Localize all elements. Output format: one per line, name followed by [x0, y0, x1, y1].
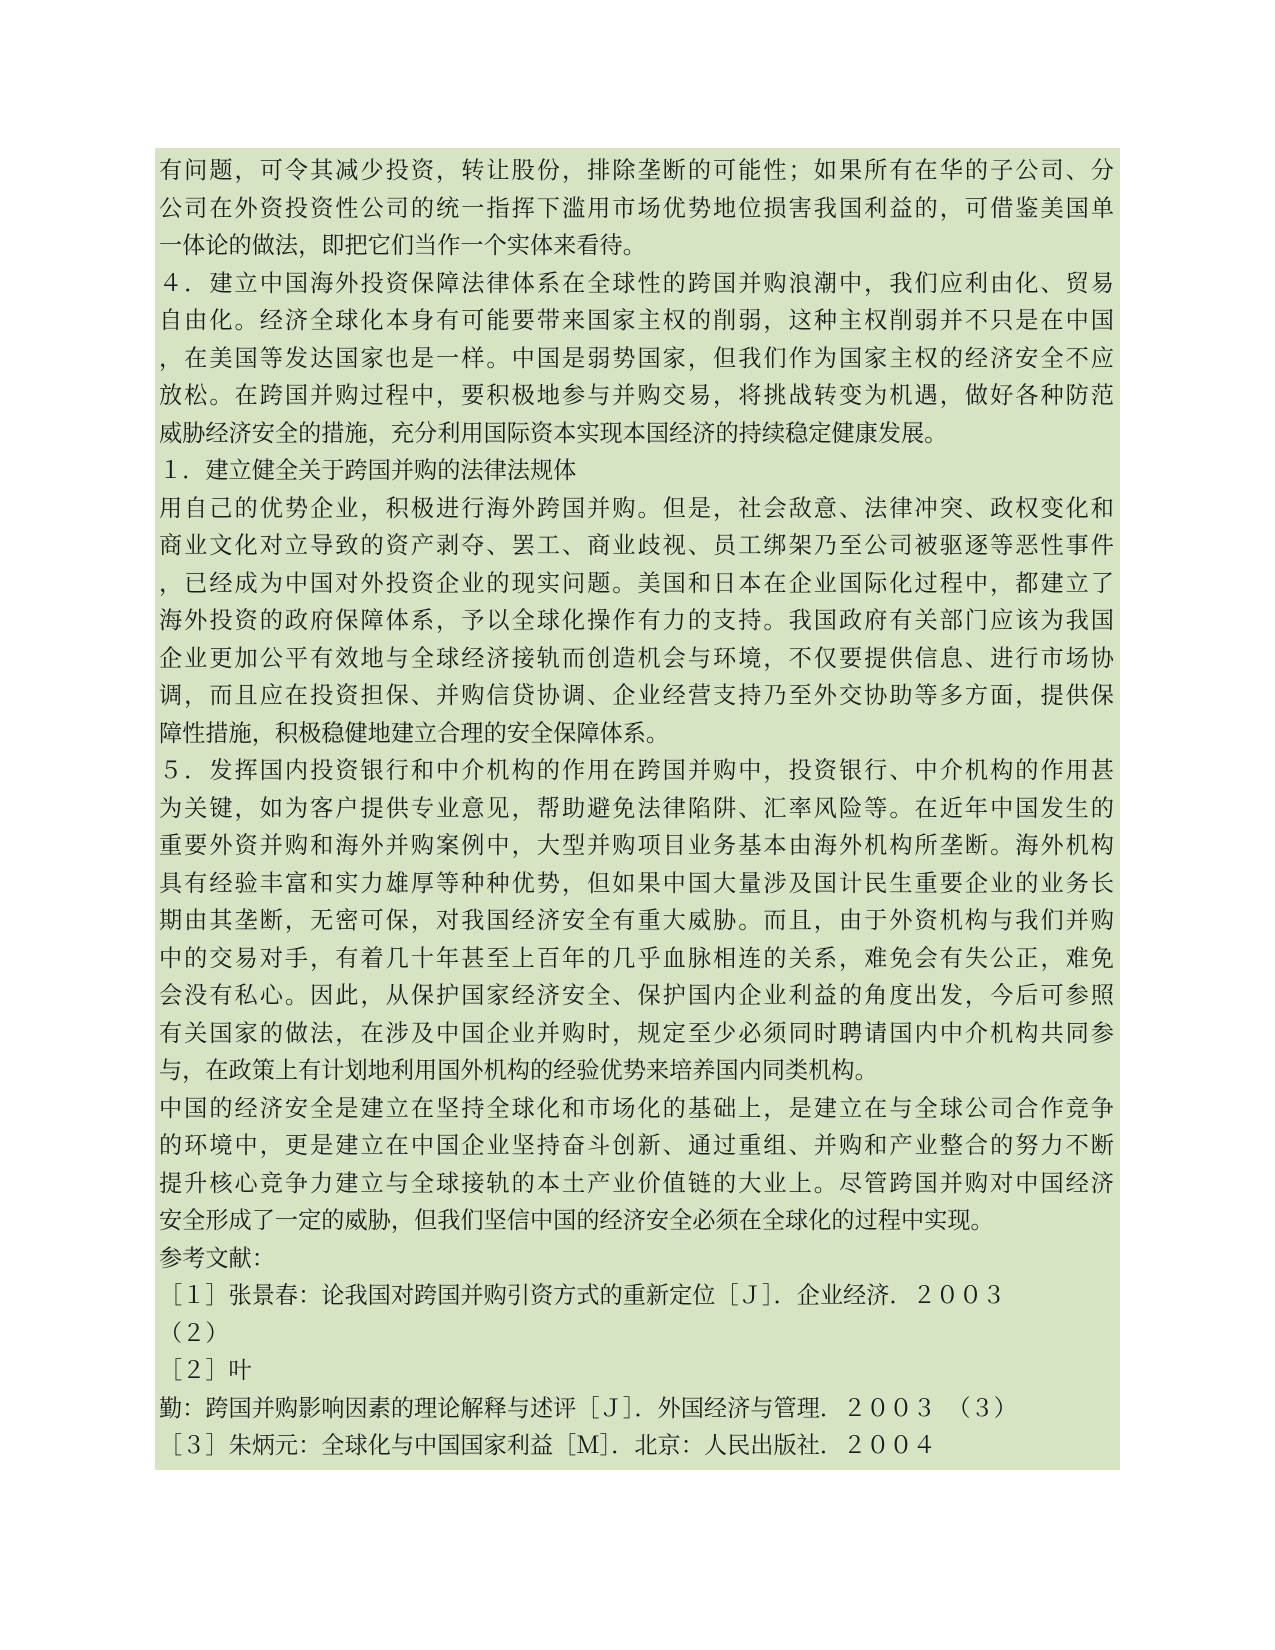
- text-line: 提升核心竞争力建立与全球接轨的本土产业价值链的大业上。尽管跨国并购对中国经济: [159, 1169, 1114, 1197]
- text-line: 中的交易对手，有着几十年甚至上百年的几乎血脉相连的关系，难免会有失公正，难免: [159, 944, 1114, 972]
- text-line: 与，在政策上有计划地利用国外机构的经验优势来培养国内同类机构。: [159, 1057, 878, 1084]
- text-line: 参考文献：: [159, 1244, 275, 1272]
- text-line: 商业文化对立导致的资产剥夺、罢工、商业歧视、员工绑架乃至公司被驱逐等恶性事件: [159, 532, 1114, 559]
- text-line: 会没有私心。因此，从保护国家经济安全、保护国内企业利益的角度出发，今后可参照: [159, 982, 1114, 1009]
- text-line: 公司在外资投资性公司的统一指挥下滥用市场优势地位损害我国利益的，可借鉴美国单: [159, 194, 1114, 222]
- text-line: ［１］张景春：论我国对跨国并购引资方式的重新定位［Ｊ］．企业经济．２００３: [159, 1282, 1006, 1309]
- text-line: ５．发挥国内投资银行和中介机构的作用在跨国并购中，投资银行、中介机构的作用甚: [159, 757, 1114, 784]
- text-line: 为关键，如为客户提供专业意见，帮助避免法律陷阱、汇率风险等。在近年中国发生的: [159, 794, 1114, 822]
- text-line: 中国的经济安全是建立在坚持全球化和市场化的基础上，是建立在与全球公司合作竞争: [159, 1094, 1114, 1122]
- text-line: 有关国家的做法，在涉及中国企业并购时，规定至少必须同时聘请国内中介机构共同参: [159, 1019, 1114, 1047]
- text-line: 威胁经济安全的措施，充分利用国际资本实现本国经济的持续稳定健康发展。: [159, 419, 948, 447]
- text-line: ［２］叶: [159, 1357, 252, 1384]
- text-line: 用自己的优势企业，积极进行海外跨国并购。但是，社会敌意、法律冲突、政权变化和: [159, 494, 1114, 522]
- text-line: 企业更加公平有效地与全球经济接轨而创造机会与环境，不仅要提供信息、进行市场协: [159, 644, 1114, 672]
- text-line: 勤：跨国并购影响因素的理论解释与述评［Ｊ］．外国经济与管理．２００３ （３）: [159, 1394, 1017, 1422]
- text-line: 自由化。经济全球化本身有可能要带来国家主权的削弱，这种主权削弱并不只是在中国: [159, 307, 1114, 334]
- text-line: 障性措施，积极稳健地建立合理的安全保障体系。: [159, 719, 670, 747]
- text-line: ，已经成为中国对外投资企业的现实问题。美国和日本在企业国际化过程中，都建立了: [159, 569, 1114, 597]
- text-line: 安全形成了一定的威胁，但我们坚信中国的经济安全必须在全球化的过程中实现。: [159, 1207, 994, 1234]
- text-line: 放松。在跨国并购过程中，要积极地参与并购交易，将挑战转变为机遇，做好各种防范: [159, 382, 1114, 409]
- text-line: １．建立健全关于跨国并购的法律法规体: [159, 457, 577, 484]
- text-line: ，在美国等发达国家也是一样。中国是弱势国家，但我们作为国家主权的经济安全不应: [159, 344, 1114, 372]
- text-line: ４．建立中国海外投资保障法律体系在全球性的跨国并购浪潮中，我们应利由化、贸易: [159, 269, 1114, 297]
- text-line: 的环境中，更是建立在中国企业坚持奋斗创新、通过重组、并购和产业整合的努力不断: [159, 1132, 1114, 1159]
- text-line: 有问题，可令其减少投资，转让股份，排除垄断的可能性；如果所有在华的子公司、分: [159, 157, 1114, 184]
- text-line: 具有经验丰富和实力雄厚等种种优势，但如果中国大量涉及国计民生重要企业的业务长: [159, 869, 1114, 897]
- document-body: [159, 152, 1114, 1465]
- text-line: 一体论的做法，即把它们当作一个实体来看待。: [159, 232, 646, 259]
- text-line: 调，而且应在投资担保、并购信贷协调、企业经营支持乃至外交协助等多方面，提供保: [159, 682, 1114, 709]
- text-line: （２）: [159, 1319, 229, 1347]
- text-line: 重要外资并购和海外并购案例中，大型并购项目业务基本由海外机构所垄断。海外机构: [159, 832, 1114, 859]
- text-line: ［３］朱炳元：全球化与中国国家利益［Ｍ］．北京：人民出版社．２００４: [159, 1432, 936, 1459]
- text-line: 期由其垄断，无密可保，对我国经济安全有重大威胁。而且，由于外资机构与我们并购: [159, 907, 1114, 934]
- document-text-block: [155, 148, 1120, 1470]
- text-line: 海外投资的政府保障体系，予以全球化操作有力的支持。我国政府有关部门应该为我国: [159, 607, 1114, 634]
